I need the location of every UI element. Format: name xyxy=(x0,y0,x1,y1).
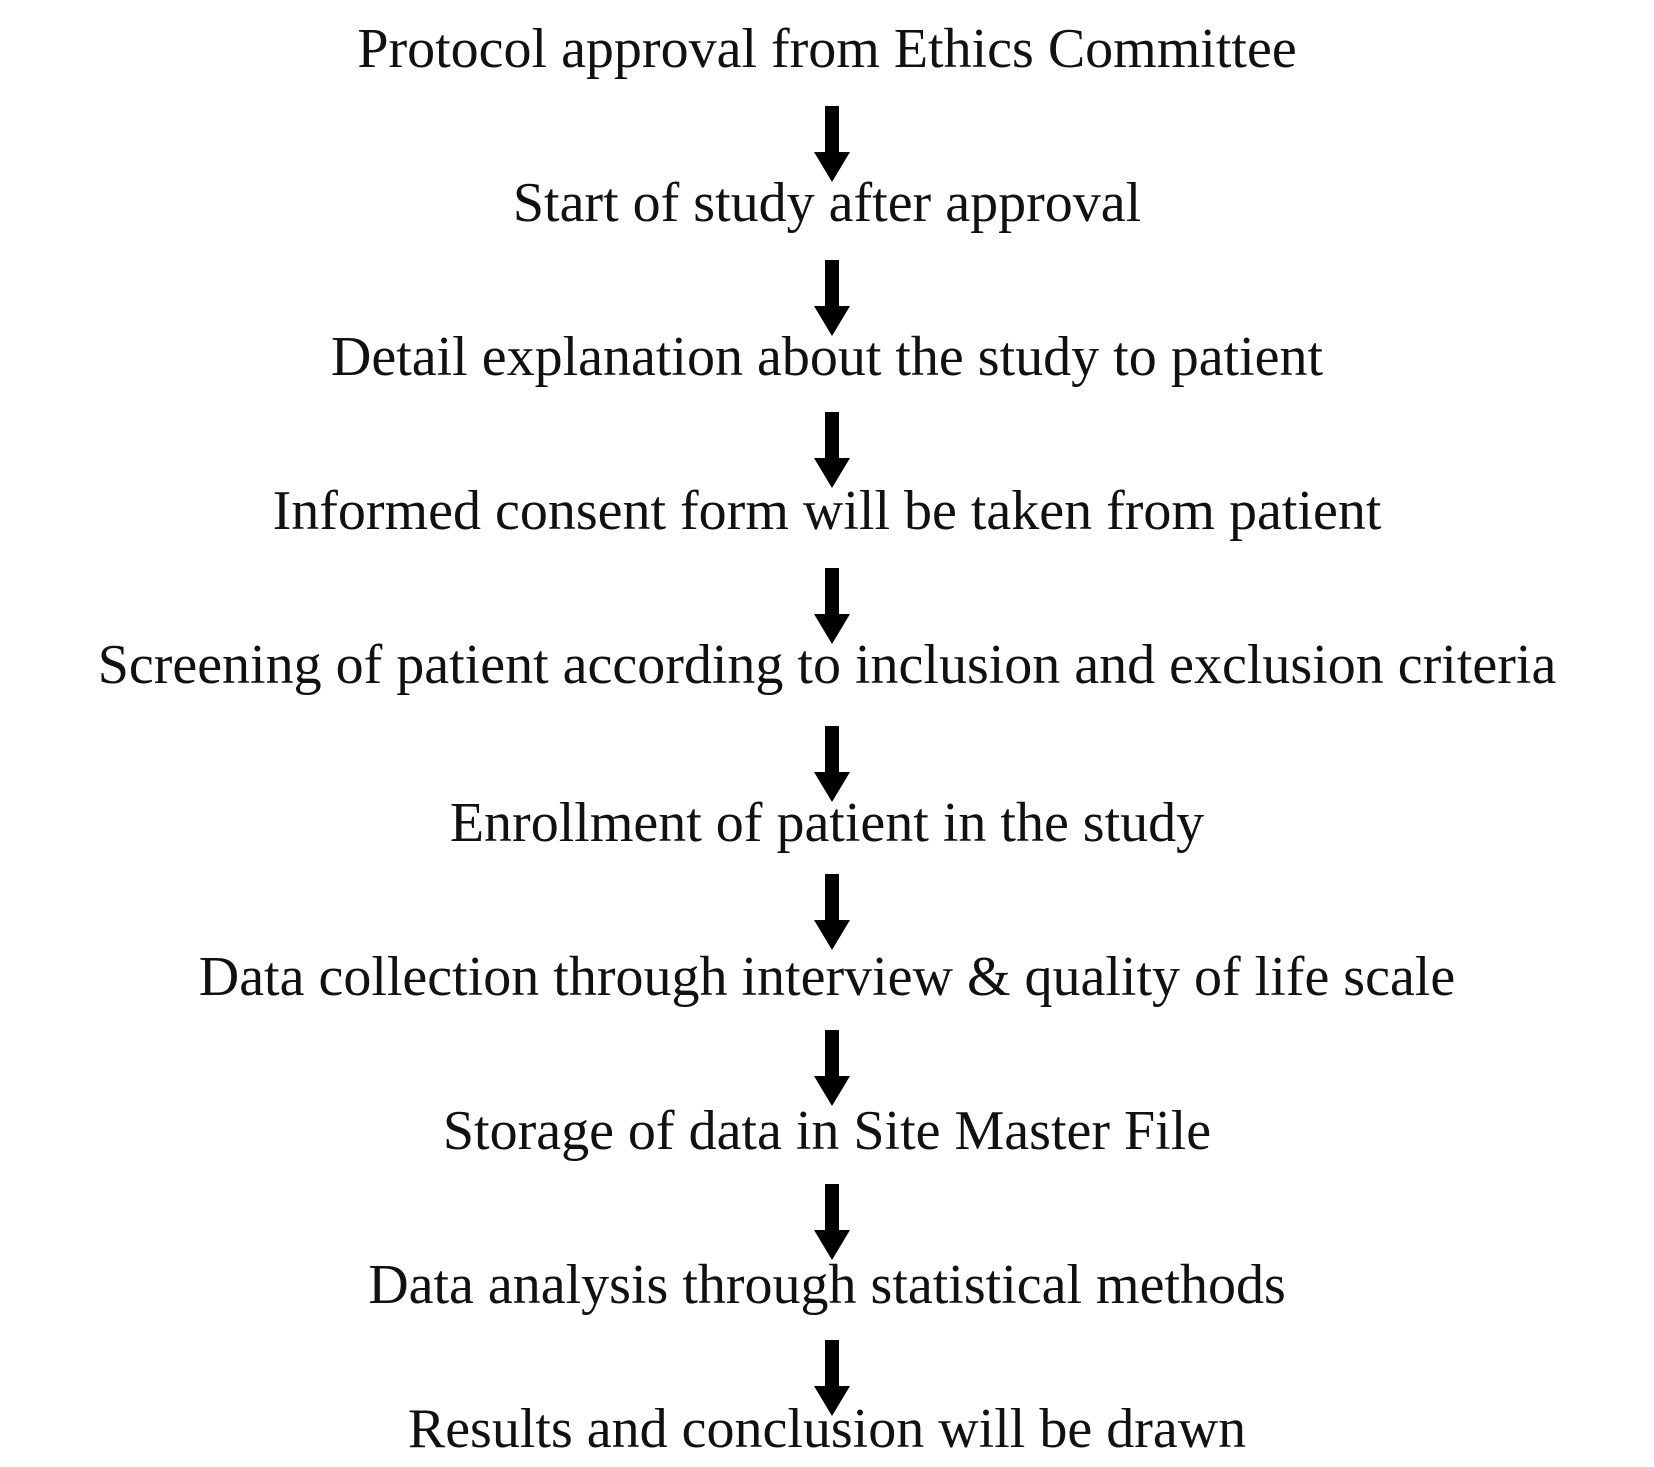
step-data-storage: Storage of data in Site Master File xyxy=(442,1100,1212,1162)
arrow-down-icon xyxy=(812,874,852,950)
arrow-down-icon xyxy=(812,1030,852,1106)
step-detail-explanation: Detail explanation about the study to patient xyxy=(330,326,1324,388)
arrow-down-icon xyxy=(812,412,852,488)
step-start-study: Start of study after approval xyxy=(512,172,1142,234)
step-results-conclusion: Results and conclusion will be drawn xyxy=(407,1398,1247,1460)
step-ethics-approval: Protocol approval from Ethics Committee xyxy=(357,18,1297,80)
step-enrollment: Enrollment of patient in the study xyxy=(449,792,1205,854)
arrow-down-icon xyxy=(812,1184,852,1260)
step-informed-consent: Informed consent form will be taken from patient xyxy=(272,480,1382,542)
step-data-collection: Data collection through interview & quality of life scale xyxy=(198,946,1456,1008)
step-data-analysis: Data analysis through statistical methods xyxy=(368,1254,1286,1316)
step-screening: Screening of patient according to inclusion and exclusion criteria xyxy=(97,634,1557,696)
